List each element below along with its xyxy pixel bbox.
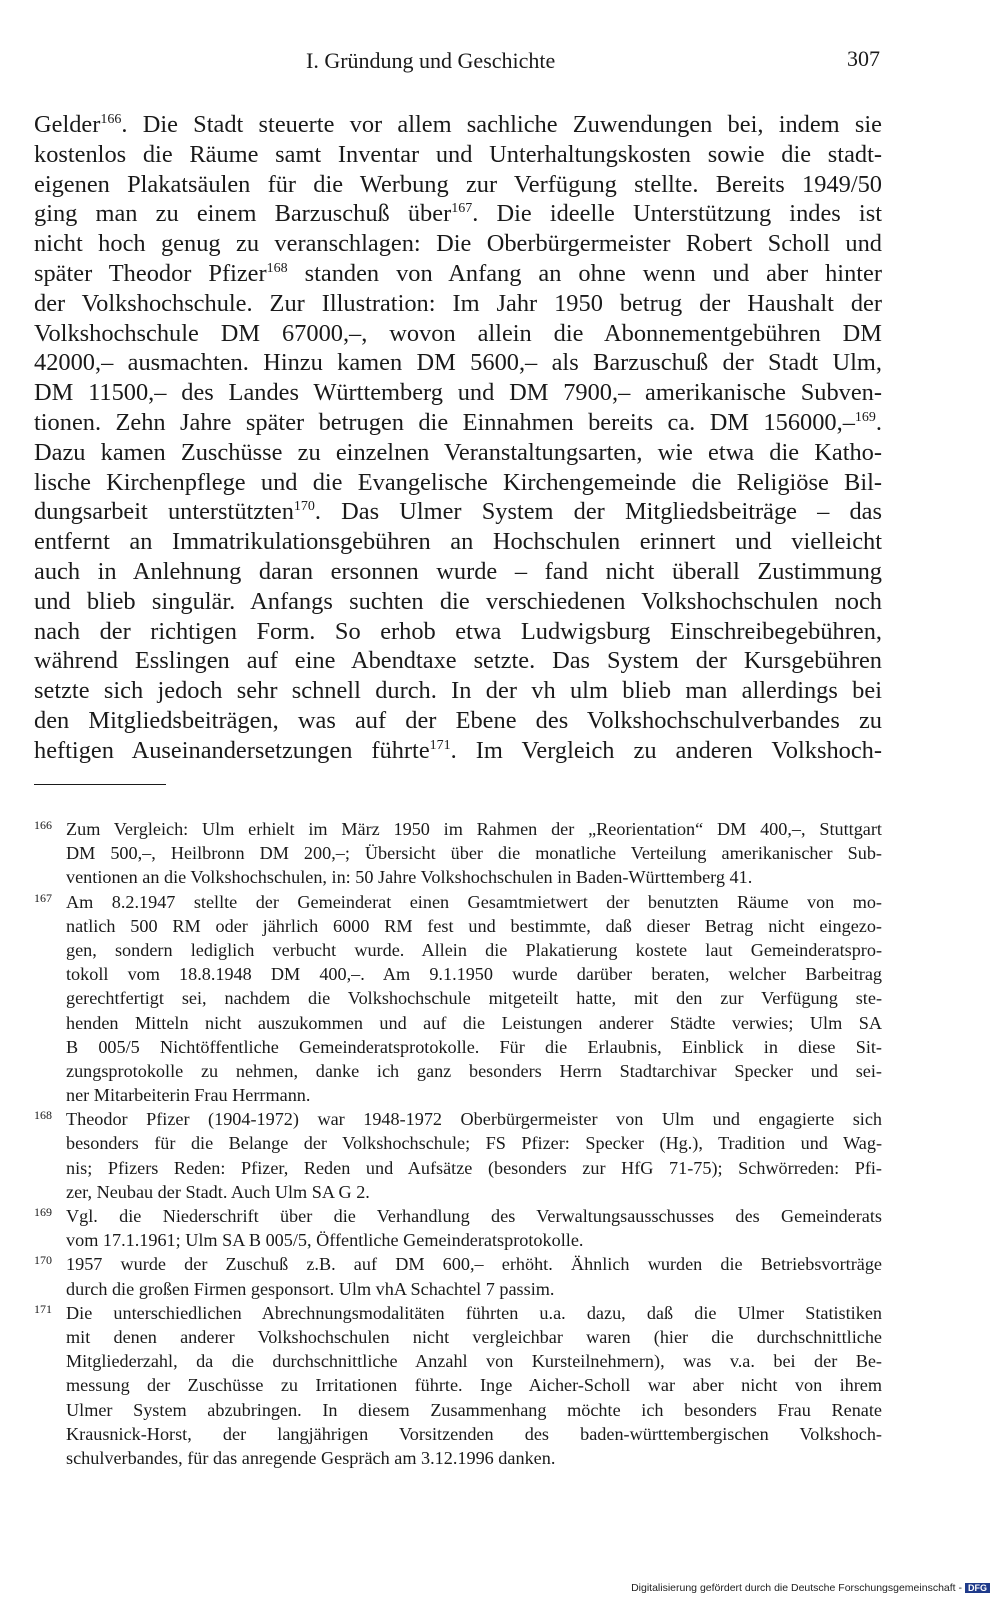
footnote-line: DM 500,–, Heilbronn DM 200,–; Übersicht über die monatliche Verteilung amerikanischer Sub- [66,843,882,864]
text-segment: standen von Anfang an ohne wenn und aber hinter [287,259,882,287]
footnote-line: nis; Pfizers Reden: Pfizer, Reden und Aufsätze (besonders zur HfG 71-75); Schwörreden: Pfi- [66,1157,882,1178]
footnote-line: Mitgliederzahl, da die durchschnittliche Anzahl von Kursteilnehmern), was v.a. bei der Be- [66,1351,882,1372]
text-segment: lische Kirchenpflege und die Evangelische Kirchengemeinde die Religiöse Bil- [34,468,882,496]
footnote [34,1252,882,1300]
footnote-ref: 171 [429,737,451,753]
text-line [34,319,882,349]
text-segment: ging man zu einem Barzuschuß über [34,200,452,228]
text-segment: 42000,– ausmachten. Hinzu kamen DM 5600,– als Barzuschuß der Stadt Ulm, [34,349,882,377]
text-segment: später Theodor Pfizer [34,259,267,287]
footnote-line: ner Mitarbeiterin Frau Herrmann. [66,1085,311,1106]
footnote-ref: 166 [100,112,122,127]
text-segment: Gelder [34,111,101,138]
footnote-line: messung der Zuschüsse zu Irritationen führte. Inge Aicher-Scholl war aber nicht von ihrem [66,1375,882,1396]
footnote-number: 167 [34,890,52,905]
footnote-line: tokoll vom 18.8.1948 DM 400,–. Am 9.1.1950 wurde darüber beraten, welcher Barbeitrag [66,964,882,985]
footnote [34,817,882,890]
footnote-line: Am 8.2.1947 stellte der Gemeinderat einen Gesamtmietwert der benutzten Räume von mo- [66,891,882,912]
text-segment: kostenlos die Räume samt Inventar und Unterhaltungskosten sowie die stadt- [34,140,882,168]
text-line [34,170,882,200]
page-number: 307 [847,46,880,71]
text-segment: heftigen Auseinandersetzungen führte [34,736,430,764]
footnote-line: 1957 wurde der Zuschuß z.B. auf DM 600,– erhöht. Ähnlich wurden die Betriebsvorträge [66,1254,882,1275]
footnote-text [66,890,882,1108]
text-segment: und blieb singulär. Anfangs suchten die verschiedenen Volkshochschulen noch [34,587,882,615]
footnote-line: Ulmer System abzubringen. In diesem Zusammenhang möchte ich besonders Frau Renate [66,1399,882,1420]
text-line [34,348,882,378]
text-line [34,468,882,498]
footnote-ref: 167 [451,201,473,217]
footnote-text [66,1204,882,1252]
text-line [34,557,882,587]
text-line [34,587,882,617]
text-line [34,199,882,229]
footnote-ref: 170 [293,499,315,515]
text-segment: . Die Stadt steuerte vor allem sachliche Zuwendungen bei, indem sie [121,111,882,138]
footnote-text [66,1301,882,1470]
text-segment: Dazu kamen Zuschüsse zu einzelnen Veranstaltungsarten, wie etwa die Katho- [34,438,882,466]
text-line [34,289,882,319]
footnote-line: zer, Neubau der Stadt. Auch Ulm SA G 2. [66,1181,370,1202]
text-line [34,110,882,140]
footnote-ref: 168 [266,260,288,276]
text-line [34,617,882,647]
footnote-text [66,1252,882,1300]
footnote-line: natlich 500 RM oder jährlich 6000 RM fest und bestimmte, daß dieser Betrag nicht eingezo- [66,915,882,936]
footnote-line: besonders für die Belange der Volkshochschule; FS Pfizer: Specker (Hg.), Tradition und Wag- [66,1133,882,1154]
text-line [34,408,882,438]
text-segment: nach der richtigen Form. So erhob etwa Ludwigsburg Einschreibegebühren, [34,617,882,645]
footnote [34,890,882,1108]
text-segment: DM 11500,– des Landes Württemberg und DM 7900,– amerikanische Subven- [34,379,882,407]
footnote-line: zungsprotokolle zu nehmen, danke ich ganz besonders Herrn Stadtarchivar Specker und sei- [66,1060,882,1081]
footnote [34,1107,882,1204]
footnote-separator [34,784,166,785]
footnote-number: 170 [34,1253,52,1268]
footnote-line: Theodor Pfizer (1904-1972) war 1948-1972 Oberbürgermeister von Ulm und engagierte sich [66,1109,882,1130]
text-line [34,438,882,468]
footnote-line: Zum Vergleich: Ulm erhielt im März 1950 im Rahmen der „Reorientation“ DM 400,–, Stuttgart [66,819,882,839]
text-segment: tionen. Zehn Jahre später betrugen die Einnahmen bereits ca. DM 156000,– [34,408,855,436]
text-line [34,736,882,766]
text-line [34,229,882,259]
text-segment: eigenen Plakatsäulen für die Werbung zur Verfügung stellte. Bereits 1949/50 [34,170,882,198]
text-line [34,646,882,676]
page-header [34,44,882,80]
footnote-text [66,1107,882,1204]
text-line [34,497,882,527]
credit-text: Digitalisierung gefördert durch die Deutsche Forschungsgemeinschaft - [631,1582,962,1594]
text-segment: während Esslingen auf eine Abendtaxe setzte. Das System der Kursgebühren [34,647,882,675]
footnote-line: gen, sondern lediglich verbucht wurde. Allein die Plakatierung kostete laut Gemeinderatspro- [66,939,882,960]
footnote-line: B 005/5 Nichtöffentliche Gemeinderatsprotokolle. Für die Erlaubnis, Einblick in diese Sit- [66,1036,882,1057]
text-segment: setzte sich jedoch sehr schnell durch. In der vh ulm blieb man allerdings bei [34,677,882,705]
footnote-line: mit denen anderer Volkshochschulen nicht vergleichbar waren (hier die durchschnittliche [66,1326,882,1347]
text-line [34,259,882,289]
text-segment: . Das Ulmer System der Mitgliedsbeiträge – das [314,498,882,526]
text-line [34,706,882,736]
footnote-line: schulverbandes, für das anregende Gespräch am 3.12.1996 danken. [66,1447,556,1468]
text-segment: nicht hoch genug zu veranschlagen: Die Oberbürgermeister Robert Scholl und [34,230,882,258]
footnote [34,1301,882,1470]
footnote-number: 171 [34,1301,52,1316]
main-text [34,110,882,766]
text-segment: dungsarbeit unterstützten [34,498,294,526]
footnote [34,1204,882,1252]
footnote-line: Vgl. die Niederschrift über die Verhandlung des Verwaltungsausschusses des Gemeinderats [66,1206,882,1226]
footnote-line: vom 17.1.1961; Ulm SA B 005/5, Öffentliche Gemeinderatsprotokolle. [66,1230,584,1251]
running-head: I. Gründung und Geschichte [306,48,556,73]
footnotes [34,817,882,1470]
footnote-line: ventionen an die Volkshochschulen, in: 50 Jahre Volkshochschulen in Baden-Württemberg 41. [66,867,753,888]
footnote-number: 169 [34,1205,52,1219]
text-segment: . Die ideelle Unterstützung indes ist [472,200,882,228]
footnote-line: Die unterschiedlichen Abrechnungsmodalitäten führten u.a. dazu, daß die Ulmer Statistiken [66,1302,882,1323]
footnote-text [66,817,882,890]
digitization-credit [631,1582,990,1594]
footnote-ref: 169 [854,409,876,425]
text-segment: Volkshochschule DM 67000,–, wovon allein die Abonnementgebühren DM [34,319,882,347]
text-line [34,140,882,170]
text-segment: auch in Anlehnung daran ersonnen wurde – fand nicht überall Zustimmung [34,557,882,585]
footnote-line: durch die großen Firmen gesponsort. Ulm vhA Schachtel 7 passim. [66,1278,555,1299]
footnote-line: gerechtfertigt sei, nachdem die Volkshochschule mitgeteilt hatte, mit den zur Verfügung ste- [66,988,882,1009]
dfg-logo: DFG [965,1583,990,1593]
text-line [34,527,882,557]
footnote-number: 168 [34,1108,52,1123]
footnote-number: 166 [34,818,52,832]
footnote-line: Krausnick-Horst, der langjährigen Vorsitzenden des baden-württembergischen Volkshoch- [66,1423,882,1444]
footnote-line: henden Mitteln nicht auszukommen und auf die Leistungen anderer Städte verwies; Ulm SA [66,1012,882,1033]
text-line [34,378,882,408]
text-line [34,676,882,706]
text-segment: . Im Vergleich zu anderen Volkshoch- [450,736,882,764]
text-segment: der Volkshochschule. Zur Illustration: Im Jahr 1950 betrug der Haushalt der [34,289,882,317]
text-segment: entfernt an Immatrikulationsgebühren an Hochschulen erinnert und vielleicht [34,528,882,556]
text-segment: den Mitgliedsbeiträgen, was auf der Ebene des Volkshochschulverbandes zu [34,706,882,734]
text-segment: . [875,408,882,436]
